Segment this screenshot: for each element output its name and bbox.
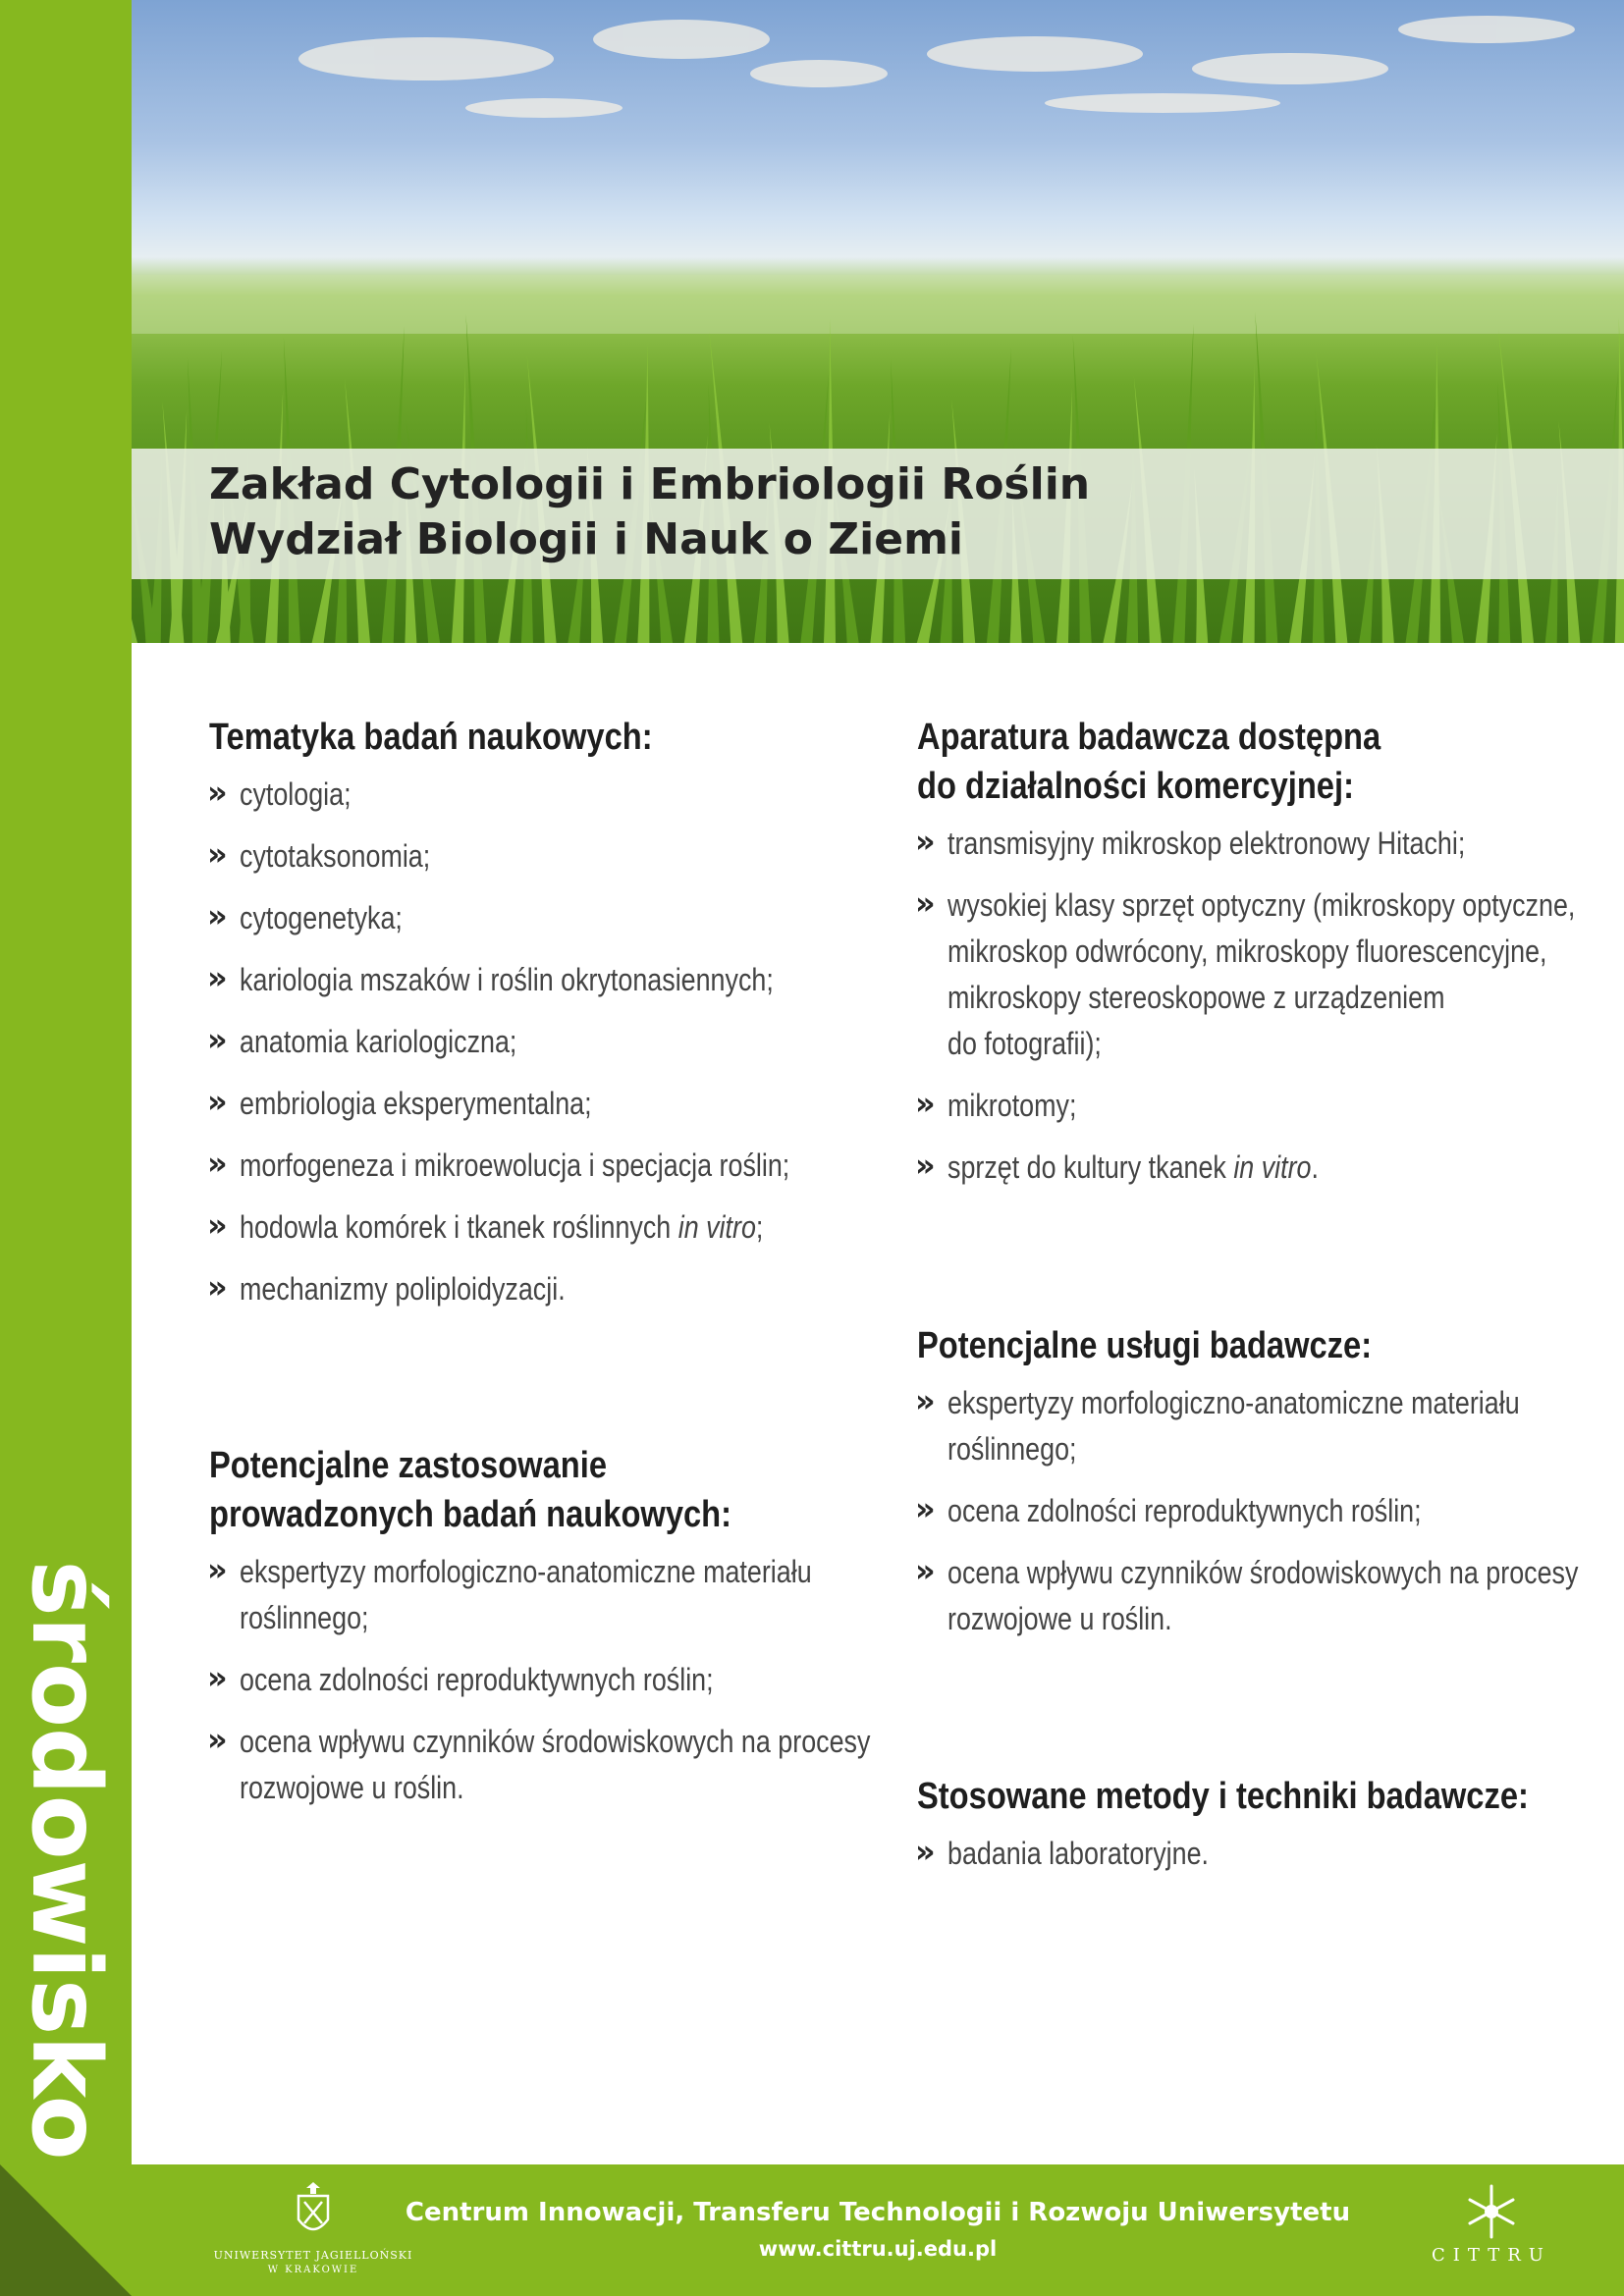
bullet-marker: » [915, 823, 936, 860]
bullet-marker: » [207, 1551, 228, 1588]
list-item-line: embriologia eksperymentalna; [240, 1086, 592, 1121]
corner-triangle [0, 2164, 132, 2296]
methods-heading: Stosowane metody i techniki badawcze: [917, 1776, 1529, 1817]
applications-heading-line2: prowadzonych badań naukowych: [209, 1494, 732, 1535]
footer-title: Centrum Innowacji, Transferu Technologii i Rozwoju Uniwersytetu [405, 2198, 1351, 2227]
equipment-heading-line2: do działalności komercyjnej: [917, 766, 1354, 807]
list-item-line: do fotografii); [947, 1026, 1102, 1061]
side-label: środowisko [11, 1560, 121, 2161]
list-item-line: roślinnego; [947, 1431, 1077, 1467]
uj-logo[interactable] [210, 2182, 416, 2280]
list-item-line: kariologia mszaków i roślin okrytonasiennych; [240, 962, 774, 997]
research-topics-heading: Tematyka badań naukowych: [209, 717, 653, 758]
list-item-line: sprzęt do kultury tkanek in vitro. [947, 1149, 1319, 1185]
uj-city: W KRAKOWIE [267, 2265, 359, 2275]
bullet-marker: » [915, 1085, 936, 1122]
list-item-line: mechanizmy poliploidyzacji. [240, 1271, 566, 1307]
list-item-line: ocena zdolności reproduktywnych roślin; [240, 1662, 714, 1697]
bullet-marker: » [207, 1083, 228, 1120]
list-item-line: ocena zdolności reproduktywnych roślin; [947, 1493, 1422, 1528]
list-item-line: cytologia; [240, 776, 352, 812]
list-item-line: rozwojowe u roślin. [947, 1601, 1172, 1636]
footer [132, 2164, 1624, 2296]
italic-term: in vitro [677, 1209, 756, 1245]
bullet-marker: » [207, 774, 228, 811]
item-end-punct: ; [755, 1209, 764, 1245]
page-title: Zakład Cytologii i Embriologii Roślin [209, 459, 1091, 509]
list-item-line: ekspertyzy morfologiczno-anatomiczne materiału [240, 1554, 812, 1589]
list-item-line: ocena wpływu czynników środowiskowych na procesy [947, 1555, 1579, 1590]
bullet-marker: » [207, 1268, 228, 1306]
list-item-line: ocena wpływu czynników środowiskowych na procesy [240, 1724, 871, 1759]
list-item-line: wysokiej klasy sprzęt optyczny (mikroskopy optyczne, [947, 887, 1576, 923]
list-item-line: cytotaksonomia; [240, 838, 431, 874]
cittru-star-icon [1462, 2182, 1521, 2241]
list-item-line: cytogenetyka; [240, 900, 403, 935]
cittru-logo[interactable] [1408, 2182, 1575, 2280]
list-item-line: transmisyjny mikroskop elektronowy Hitachi; [947, 826, 1466, 861]
footer-url[interactable]: www.cittru.uj.edu.pl [758, 2237, 998, 2261]
bullet-marker: » [915, 1552, 936, 1589]
italic-term: in vitro [1233, 1149, 1312, 1185]
bullet-marker: » [207, 1145, 228, 1182]
list-item-line: mikroskopy stereoskopowe z urządzeniem [947, 980, 1445, 1015]
bullet-marker: » [207, 959, 228, 996]
list-item-line: badania laboratoryjne. [947, 1836, 1210, 1871]
list-item-line: morfogeneza i mikroewolucja i specjacja roślin; [240, 1148, 790, 1183]
bullet-marker: » [915, 1490, 936, 1527]
bullet-marker: » [207, 1206, 228, 1244]
applications-heading-line1: Potencjalne zastosowanie [209, 1445, 607, 1486]
equipment-heading-line1: Aparatura badawcza dostępna [917, 717, 1381, 758]
bullet-marker: » [915, 1147, 936, 1184]
bullet-marker: » [915, 1833, 936, 1870]
bullet-marker: » [207, 897, 228, 934]
list-item-line: mikroskop odwrócony, mikroskopy fluorescencyjne, [947, 934, 1547, 969]
bullet-marker: » [915, 884, 936, 922]
uj-name: UNIWERSYTET JAGIELLOŃSKI [213, 2249, 413, 2262]
bullet-marker: » [207, 1021, 228, 1058]
page-subtitle: Wydział Biologii i Nauk o Ziemi [209, 514, 964, 564]
list-item-line: mikrotomy; [947, 1088, 1077, 1123]
cittru-text: CITTRU [1432, 2245, 1551, 2266]
list-item-line: anatomia kariologiczna; [240, 1024, 517, 1059]
list-item-line: hodowla komórek i tkanek roślinnych in vitro; [240, 1209, 764, 1245]
bullet-marker: » [207, 1721, 228, 1758]
bullet-marker: » [915, 1382, 936, 1419]
bullet-marker: » [207, 1659, 228, 1696]
list-item-line: rozwojowe u roślin. [240, 1770, 464, 1805]
bullet-marker: » [207, 835, 228, 873]
side-stripe [0, 0, 132, 2296]
list-item-line: roślinnego; [240, 1600, 369, 1635]
services-heading: Potencjalne usługi badawcze: [917, 1325, 1373, 1366]
list-item-line: ekspertyzy morfologiczno-anatomiczne materiału [947, 1385, 1520, 1420]
item-end-punct: . [1311, 1149, 1319, 1185]
